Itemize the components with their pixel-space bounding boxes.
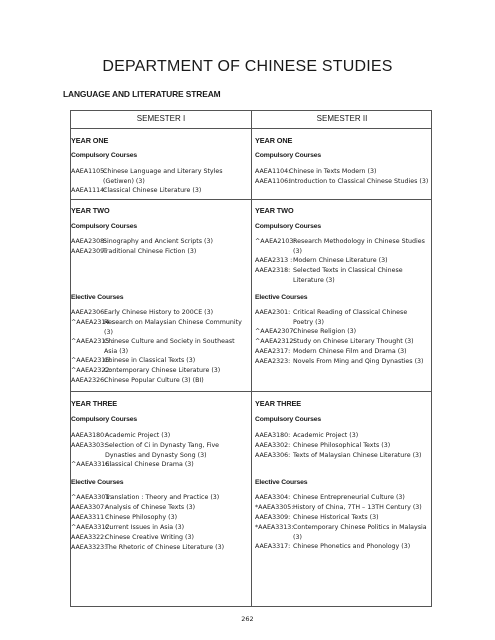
- course-title: Classical Chinese Drama (3): [105, 461, 194, 468]
- course-title: Modern Chinese Literature (3): [293, 257, 388, 264]
- course-row: [71, 441, 251, 460]
- year-three-label: YEAR THREE: [71, 399, 118, 408]
- course-title: Chinese Language and Literary Styles (Getiwen) (3): [103, 168, 223, 185]
- elective-label: Elective Courses: [71, 294, 124, 301]
- course-row: [71, 237, 251, 247]
- course-row: [255, 177, 431, 187]
- course-title: Research Methodology in Chinese Studies (3): [293, 238, 425, 255]
- course-title: Study on Chinese Literary Thought (3): [293, 338, 414, 345]
- course-title: Chinese Creative Writing (3): [105, 534, 194, 541]
- course-row: [71, 308, 251, 318]
- course-code: AAEA3311 :: [71, 514, 109, 521]
- course-code: AAEA2318:: [255, 267, 291, 274]
- course-code: AAEA3307:: [71, 504, 107, 511]
- semester-two-header: SEMESTER II: [316, 114, 368, 123]
- course-code: AAEA2301:: [255, 309, 291, 316]
- course-row: [71, 493, 251, 503]
- compulsory-label: Compulsory Courses: [255, 416, 322, 423]
- course-code: ^AAEA2316:: [71, 357, 112, 364]
- course-row: [255, 523, 431, 542]
- course-code: ^AAEA2315 :: [71, 338, 114, 345]
- course-row: [255, 503, 431, 513]
- compulsory-label: Compulsory Courses: [71, 416, 138, 423]
- course-title: Chinese Religion (3): [293, 328, 357, 335]
- course-row: [71, 543, 251, 553]
- course-title: Critical Reading of Classical Chinese Poetry (3): [293, 309, 408, 326]
- course-title: Chinese Culture and Society in Southeast Asia (3): [104, 338, 235, 355]
- course-code: AAEA2306:: [71, 309, 107, 316]
- course-title: Selection of Ci in Dynasty Tang, Five Dynasties and Dynasty Song (3): [105, 442, 220, 459]
- course-title: Traditional Chinese Fiction (3): [103, 248, 197, 255]
- course-code: AAEA2326:: [71, 377, 107, 384]
- course-row: [71, 460, 251, 470]
- course-row: [255, 266, 431, 285]
- course-code: AAEA3303:: [71, 442, 107, 449]
- course-code: ^AAEA3312:: [71, 524, 112, 531]
- course-title: Chinese Entrepreneurial Culture (3): [293, 494, 405, 501]
- course-title: Chinese Philosophy (3): [105, 514, 178, 521]
- course-code: ^AAEA3301:: [71, 494, 112, 501]
- page-title: DEPARTMENT OF CHINESE STUDIES: [102, 58, 393, 75]
- course-code: AAEA1114:: [71, 187, 107, 194]
- year-two-label: YEAR TWO: [71, 206, 110, 215]
- course-code: ^AAEA2307:: [255, 328, 296, 335]
- course-title: Texts of Malaysian Chinese Literature (3): [293, 452, 422, 459]
- course-code: AAEA2323:: [255, 358, 291, 365]
- course-title: Classical Chinese Literature (3): [103, 187, 202, 194]
- course-title: Chinese Popular Culture (3) (BI): [104, 377, 204, 384]
- year-one-label: YEAR ONE: [71, 136, 109, 145]
- course-row: [255, 441, 431, 451]
- course-code: AAEA2308:: [71, 238, 107, 245]
- course-row: [255, 308, 431, 327]
- course-title: Analysis of Chinese Texts (3): [105, 504, 196, 511]
- course-code: ^AAEA2103:: [255, 238, 296, 245]
- course-title: Contemporary Chinese Literature (3): [104, 367, 221, 374]
- elective-label: Elective Courses: [255, 479, 308, 486]
- course-row: [71, 356, 251, 366]
- course-row: [255, 431, 431, 441]
- course-code: *AAEA3305:: [255, 504, 294, 511]
- year-two-label: YEAR TWO: [255, 206, 294, 215]
- course-row: [255, 542, 431, 552]
- semester-two-column: [255, 111, 431, 606]
- year-three-label: YEAR THREE: [255, 399, 302, 408]
- course-code: *AAEA3313:: [255, 524, 294, 531]
- course-title: Chinese Historical Texts (3): [293, 514, 379, 521]
- course-title: Research on Malaysian Chinese Community (3): [104, 319, 242, 336]
- course-row: [71, 431, 251, 441]
- course-row: [71, 186, 251, 196]
- course-row: [71, 503, 251, 513]
- course-row: [71, 318, 251, 337]
- course-title: Introduction to Classical Chinese Studies (3): [289, 178, 429, 185]
- course-code: ^AAEA2314 :: [71, 319, 114, 326]
- compulsory-label: Compulsory Courses: [255, 223, 322, 230]
- year-one-label: YEAR ONE: [255, 136, 293, 145]
- course-row: [71, 513, 251, 523]
- course-code: AAEA3322:: [71, 534, 107, 541]
- course-title: The Rhetoric of Chinese Literature (3): [105, 544, 225, 551]
- course-title: Chinese Philosophical Texts (3): [293, 442, 391, 449]
- course-code: AAEA3309:: [255, 514, 291, 521]
- course-title: Chinese in Texts Modern (3): [289, 168, 377, 175]
- course-row: [71, 247, 251, 257]
- course-code: AAEA3306:: [255, 452, 291, 459]
- compulsory-label: Compulsory Courses: [71, 223, 138, 230]
- compulsory-label: Compulsory Courses: [71, 152, 138, 159]
- course-row: [255, 347, 431, 357]
- course-code: AAEA2309:: [71, 248, 107, 255]
- course-title: Chinese in Classical Texts (3): [104, 357, 196, 364]
- elective-label: Elective Courses: [255, 294, 308, 301]
- course-row: [255, 357, 431, 367]
- course-title: Early Chinese History to 200CE (3): [104, 309, 214, 316]
- course-code: AAEA3180:: [71, 432, 107, 439]
- course-row: [255, 513, 431, 523]
- course-title: Academic Project (3): [293, 432, 359, 439]
- course-table: [70, 110, 432, 607]
- course-code: AAEA1104:: [255, 168, 291, 175]
- stream-heading: LANGUAGE AND LITERATURE STREAM: [63, 89, 221, 99]
- course-code: AAEA3304:: [255, 494, 291, 501]
- semester-one-column: [71, 111, 251, 606]
- course-code: ^AAEA2322:: [71, 367, 112, 374]
- course-row: [255, 256, 431, 266]
- course-code: AAEA2313 :: [255, 257, 293, 264]
- course-title: Sinography and Ancient Scripts (3): [103, 238, 213, 245]
- course-row: [255, 337, 431, 347]
- course-title: Chinese Phonetics and Phonology (3): [293, 543, 411, 550]
- course-row: [255, 167, 431, 177]
- course-code: ^AAEA3316:: [71, 461, 112, 468]
- course-code: AAEA2317:: [255, 348, 291, 355]
- page-number: 262: [241, 615, 254, 623]
- course-title: Selected Texts in Classical Chinese Literature (3): [293, 267, 403, 284]
- course-row: [255, 451, 431, 461]
- course-title: Contemporary Chinese Politics in Malaysia (3): [293, 524, 427, 541]
- course-row: [255, 493, 431, 503]
- course-row: [255, 237, 431, 256]
- course-code: AAEA3317:: [255, 543, 291, 550]
- course-title: Current Issues in Asia (3): [105, 524, 185, 531]
- column-divider: [251, 111, 252, 606]
- course-code: AAEA3323:: [71, 544, 107, 551]
- course-code: AAEA3302:: [255, 442, 291, 449]
- course-row: [71, 366, 251, 376]
- course-code: AAEA1105:: [71, 168, 107, 175]
- course-row: [71, 167, 251, 186]
- course-title: History of China, 7TH – 13TH Century (3): [293, 504, 422, 511]
- course-row: [71, 523, 251, 533]
- course-title: Translation : Theory and Practice (3): [105, 494, 220, 501]
- course-row: [71, 337, 251, 356]
- course-code: AAEA1106:: [255, 178, 291, 185]
- semester-one-header: SEMESTER I: [136, 114, 186, 123]
- course-code: ^AAEA2312:: [255, 338, 296, 345]
- course-title: Modern Chinese Film and Drama (3): [293, 348, 407, 355]
- course-title: Academic Project (3): [105, 432, 171, 439]
- course-title: Novels From Ming and Qing Dynasties (3): [293, 358, 424, 365]
- course-row: [255, 327, 431, 337]
- elective-label: Elective Courses: [71, 479, 124, 486]
- course-code: AAEA3180:: [255, 432, 291, 439]
- course-row: [71, 376, 251, 386]
- compulsory-label: Compulsory Courses: [255, 152, 322, 159]
- course-row: [71, 533, 251, 543]
